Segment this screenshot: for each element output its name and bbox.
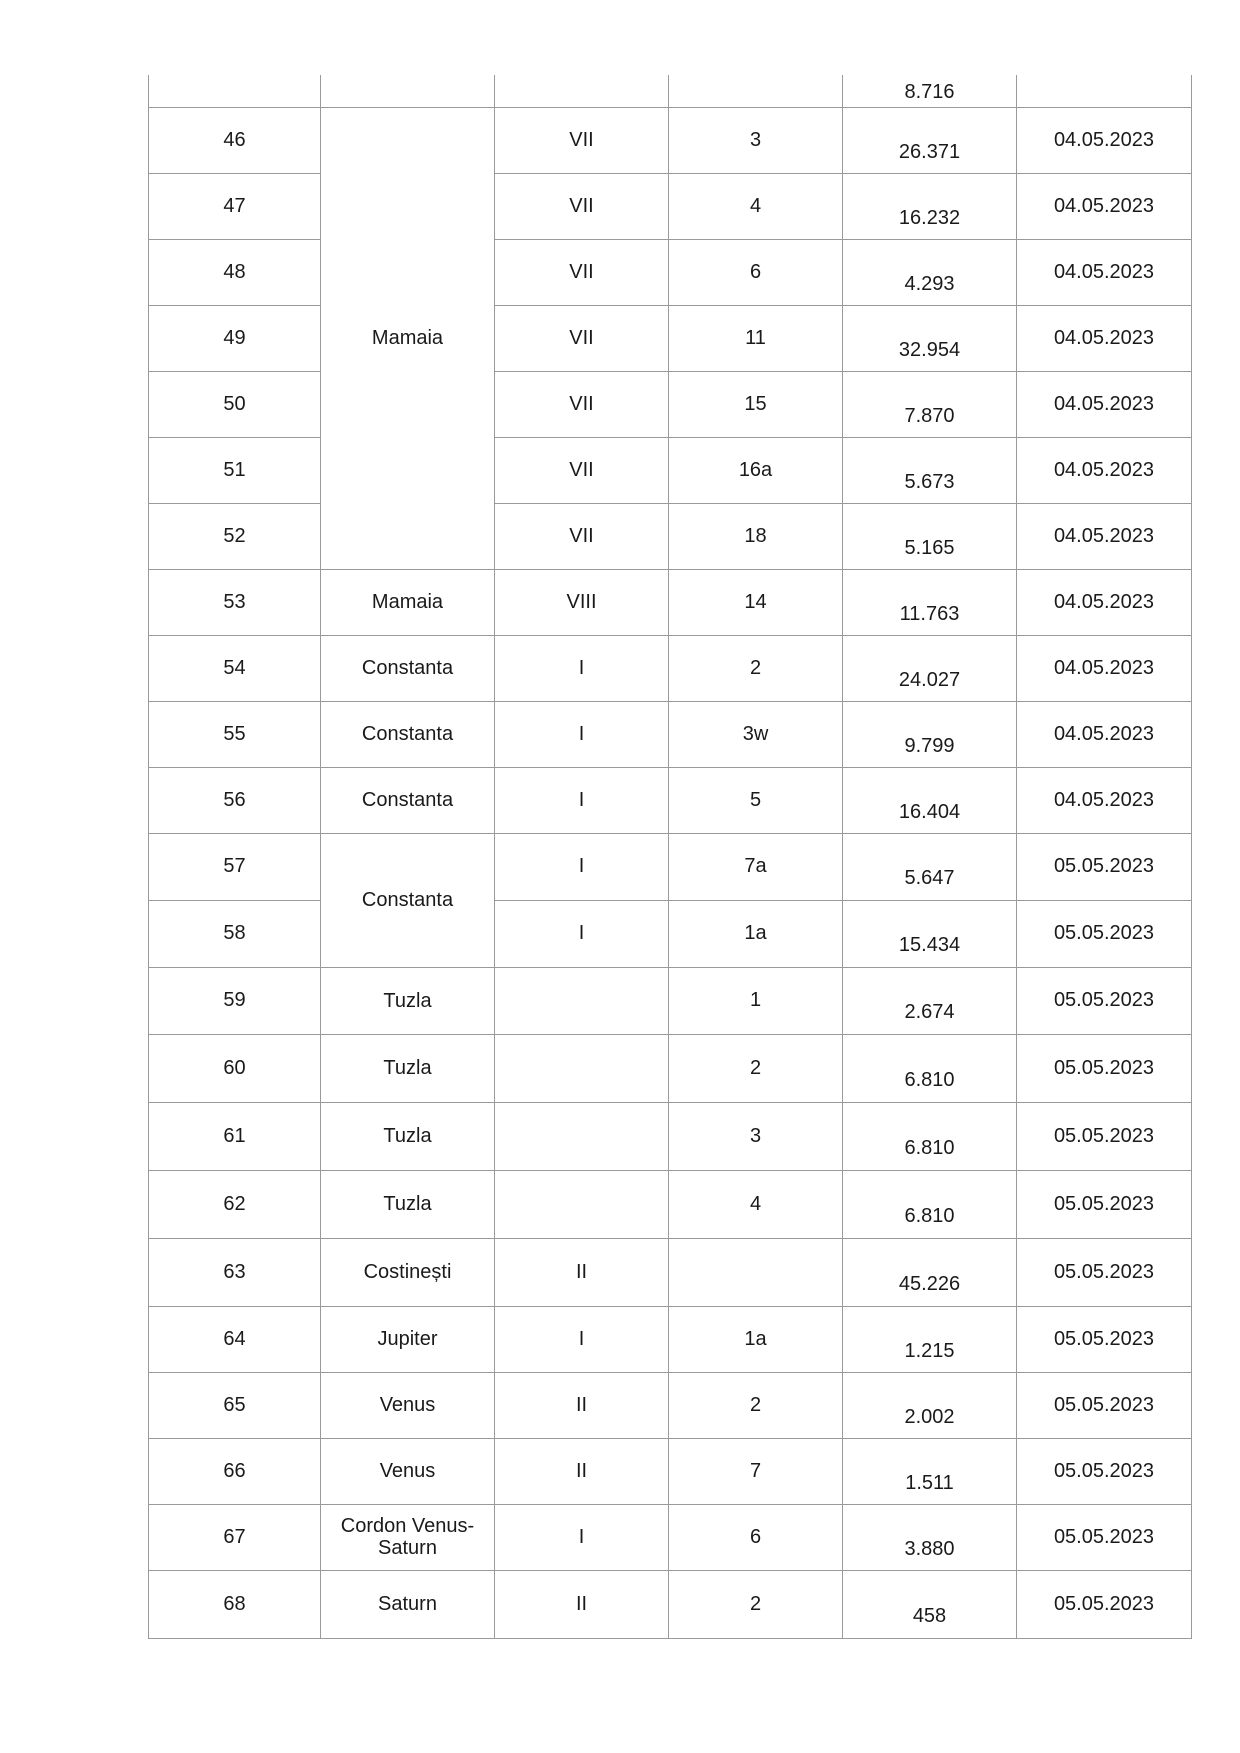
cell-lot-value: 6 xyxy=(749,260,762,283)
cell-date xyxy=(1017,1238,1192,1306)
cell-lot xyxy=(669,305,843,371)
cell-area-value: 4.293 xyxy=(904,272,955,295)
cell-sector xyxy=(495,635,669,701)
cell-date xyxy=(1017,305,1192,371)
cell-lot-value: 3w xyxy=(742,722,769,745)
table-row xyxy=(149,107,1192,173)
cell-date-value: 05.05.2023 xyxy=(1053,1393,1155,1416)
cell-loc xyxy=(321,833,495,967)
table-row xyxy=(149,1102,1192,1170)
cell-date-value: 04.05.2023 xyxy=(1053,326,1155,349)
cell-nr-value: 54 xyxy=(223,656,246,679)
cell-area-value: 5.165 xyxy=(904,536,955,559)
cell-area-value: 458 xyxy=(912,1604,947,1627)
table-row xyxy=(149,305,1192,371)
cell-sector xyxy=(495,1034,669,1102)
cell-area xyxy=(843,1438,1017,1504)
cell-nr xyxy=(149,967,321,1034)
cell-loc-value: Constanta xyxy=(361,789,454,811)
cell-nr-value: 66 xyxy=(223,1459,246,1482)
cell-loc xyxy=(321,569,495,635)
cell-nr-value: 52 xyxy=(223,524,246,547)
cell-nr xyxy=(149,1102,321,1170)
cell-nr xyxy=(149,1570,321,1638)
cell-sector xyxy=(495,1306,669,1372)
cell-nr xyxy=(149,1504,321,1570)
cell-date xyxy=(1017,1170,1192,1238)
cell-date-value: 04.05.2023 xyxy=(1053,722,1155,745)
cell-lot-value: 1a xyxy=(744,1327,767,1350)
cell-sector xyxy=(495,701,669,767)
cell-date xyxy=(1017,1306,1192,1372)
cell-lot xyxy=(669,371,843,437)
cell-sector xyxy=(495,833,669,900)
cell-area-value: 5.673 xyxy=(904,470,955,493)
cell-lot-value: 3 xyxy=(749,128,762,151)
cell-date-value: 04.05.2023 xyxy=(1053,590,1155,613)
table-row xyxy=(149,371,1192,437)
cell-sector-value: I xyxy=(578,1525,585,1548)
cell-sector-value: II xyxy=(575,1393,588,1416)
cell-date-value: 04.05.2023 xyxy=(1053,260,1155,283)
cell-loc-value: Mamaia xyxy=(371,591,444,613)
cell-date xyxy=(1017,701,1192,767)
table-row xyxy=(149,1438,1192,1504)
cell-sector xyxy=(495,1170,669,1238)
cell-loc-value: Tuzla xyxy=(383,989,432,1012)
cell-sector xyxy=(495,239,669,305)
allocation-table xyxy=(148,75,1192,1639)
cell-date xyxy=(1017,1102,1192,1170)
cell-lot-value: 11 xyxy=(745,326,766,349)
cell-area xyxy=(843,371,1017,437)
cell-nr-value: 53 xyxy=(223,590,246,613)
table-row xyxy=(149,173,1192,239)
cell-area-value: 16.404 xyxy=(898,800,961,823)
cell-area xyxy=(843,1102,1017,1170)
cell-loc xyxy=(321,1570,495,1638)
cell-date-value: 05.05.2023 xyxy=(1053,922,1155,944)
cell-nr-value: 67 xyxy=(223,1525,246,1548)
cell-nr xyxy=(149,767,321,833)
cell-sector xyxy=(495,503,669,569)
cell-loc-value: Saturn xyxy=(378,1593,437,1615)
cell-lot xyxy=(669,1372,843,1438)
cell-sector-value: VII xyxy=(569,458,594,481)
cell-date-value: 04.05.2023 xyxy=(1053,458,1155,481)
table-row xyxy=(149,239,1192,305)
cell-date-value: 05.05.2023 xyxy=(1053,989,1155,1011)
cell-nr-value: 60 xyxy=(223,1056,246,1079)
cell-loc-value: Mamaia xyxy=(371,327,444,349)
cell-sector-value: II xyxy=(575,1260,588,1283)
cell-lot xyxy=(669,1306,843,1372)
cell-date-value: 05.05.2023 xyxy=(1053,855,1155,877)
cell-nr-value: 57 xyxy=(223,855,246,877)
cell-area-value: 1.511 xyxy=(905,1471,954,1494)
cell-lot-value: 2 xyxy=(749,1393,762,1416)
cell-date xyxy=(1017,1438,1192,1504)
cell-sector xyxy=(495,75,669,107)
cell-area xyxy=(843,635,1017,701)
cell-lot xyxy=(669,1238,843,1306)
cell-sector-value: VII xyxy=(569,260,594,283)
table-row xyxy=(149,767,1192,833)
cell-loc-value: Venus xyxy=(379,1460,436,1482)
table-row xyxy=(149,635,1192,701)
cell-date-value: 05.05.2023 xyxy=(1053,1459,1155,1482)
cell-nr-value: 65 xyxy=(223,1393,246,1416)
table-row xyxy=(149,833,1192,900)
cell-loc-value: Constanta xyxy=(361,723,454,745)
table-row xyxy=(149,75,1192,107)
cell-nr-value: 46 xyxy=(223,128,246,151)
table-row xyxy=(149,569,1192,635)
cell-date xyxy=(1017,900,1192,967)
table-row xyxy=(149,1372,1192,1438)
cell-date-value: 05.05.2023 xyxy=(1053,1260,1155,1283)
cell-date xyxy=(1017,569,1192,635)
cell-sector-value: VII xyxy=(569,194,594,217)
cell-area xyxy=(843,701,1017,767)
cell-loc xyxy=(321,1438,495,1504)
cell-area xyxy=(843,437,1017,503)
cell-sector xyxy=(495,1238,669,1306)
cell-nr-value: 51 xyxy=(223,458,246,481)
cell-loc-value: Constanta xyxy=(361,889,454,911)
cell-sector xyxy=(495,305,669,371)
cell-date xyxy=(1017,503,1192,569)
cell-lot-value: 7 xyxy=(749,1459,762,1482)
cell-sector-value: I xyxy=(578,922,585,944)
cell-sector-value: I xyxy=(578,1327,585,1350)
cell-area xyxy=(843,1170,1017,1238)
cell-lot xyxy=(669,1170,843,1238)
cell-area-value: 24.027 xyxy=(898,668,961,691)
cell-lot xyxy=(669,239,843,305)
cell-date xyxy=(1017,75,1192,107)
table-row xyxy=(149,503,1192,569)
cell-sector-value: VII xyxy=(569,128,594,151)
cell-sector xyxy=(495,1504,669,1570)
cell-loc xyxy=(321,1372,495,1438)
cell-area xyxy=(843,1306,1017,1372)
cell-loc xyxy=(321,767,495,833)
cell-nr xyxy=(149,635,321,701)
cell-sector xyxy=(495,569,669,635)
cell-loc xyxy=(321,1102,495,1170)
cell-lot-value: 18 xyxy=(744,524,767,547)
cell-lot-value: 4 xyxy=(749,194,762,217)
table-body xyxy=(149,75,1192,1638)
table-row xyxy=(149,1570,1192,1638)
cell-area-value: 2.674 xyxy=(904,1001,955,1023)
cell-sector xyxy=(495,767,669,833)
cell-date xyxy=(1017,1570,1192,1638)
cell-sector xyxy=(495,1438,669,1504)
table-row xyxy=(149,437,1192,503)
cell-sector xyxy=(495,1570,669,1638)
cell-loc xyxy=(321,635,495,701)
cell-lot-value: 1 xyxy=(749,989,762,1011)
cell-area xyxy=(843,173,1017,239)
cell-date-value: 04.05.2023 xyxy=(1053,194,1155,217)
cell-lot-value: 1a xyxy=(744,922,767,944)
cell-nr xyxy=(149,1372,321,1438)
cell-area-value: 1.215 xyxy=(904,1339,955,1362)
cell-loc-value: Venus xyxy=(379,1394,436,1416)
cell-loc xyxy=(321,1170,495,1238)
cell-lot xyxy=(669,437,843,503)
cell-nr xyxy=(149,1034,321,1102)
cell-date-value: 05.05.2023 xyxy=(1053,1592,1155,1615)
cell-area xyxy=(843,503,1017,569)
cell-lot xyxy=(669,1438,843,1504)
cell-sector xyxy=(495,1102,669,1170)
cell-area-value: 6.810 xyxy=(904,1204,955,1227)
cell-nr xyxy=(149,1306,321,1372)
cell-area-value: 6.810 xyxy=(904,1136,955,1159)
cell-loc-value: Jupiter xyxy=(377,1328,438,1350)
cell-loc xyxy=(321,1034,495,1102)
cell-sector xyxy=(495,371,669,437)
cell-date-value: 04.05.2023 xyxy=(1053,656,1155,679)
cell-nr xyxy=(149,173,321,239)
cell-nr xyxy=(149,437,321,503)
cell-nr-value: 47 xyxy=(223,194,246,217)
cell-lot xyxy=(669,503,843,569)
cell-date xyxy=(1017,767,1192,833)
cell-sector-value: I xyxy=(578,656,585,679)
cell-date xyxy=(1017,371,1192,437)
cell-lot xyxy=(669,900,843,967)
cell-date xyxy=(1017,967,1192,1034)
cell-sector xyxy=(495,107,669,173)
cell-nr-value: 59 xyxy=(223,989,246,1011)
cell-loc xyxy=(321,1504,495,1570)
cell-lot xyxy=(669,75,843,107)
cell-lot-value: 2 xyxy=(749,656,762,679)
cell-lot xyxy=(669,833,843,900)
cell-loc-value: Cordon Venus-Saturn xyxy=(340,1515,475,1559)
cell-date-value: 05.05.2023 xyxy=(1053,1192,1155,1215)
cell-area-value: 5.647 xyxy=(904,867,955,889)
table-row xyxy=(149,1306,1192,1372)
cell-lot-value: 7a xyxy=(744,855,767,877)
cell-nr xyxy=(149,239,321,305)
cell-loc xyxy=(321,1238,495,1306)
cell-area-value: 45.226 xyxy=(898,1272,961,1295)
cell-loc xyxy=(321,75,495,107)
cell-area xyxy=(843,1504,1017,1570)
cell-nr xyxy=(149,900,321,967)
cell-area-value: 3.880 xyxy=(904,1537,955,1560)
cell-date xyxy=(1017,833,1192,900)
cell-area-value: 8.716 xyxy=(904,81,955,104)
cell-date-value: 05.05.2023 xyxy=(1053,1056,1155,1079)
cell-sector xyxy=(495,900,669,967)
cell-sector-value: VII xyxy=(569,326,594,349)
cell-lot-value: 16a xyxy=(738,458,773,481)
cell-loc-value: Costinești xyxy=(363,1261,452,1283)
cell-nr xyxy=(149,305,321,371)
cell-date-value: 04.05.2023 xyxy=(1053,524,1155,547)
cell-area-value: 2.002 xyxy=(904,1405,955,1428)
cell-date-value: 04.05.2023 xyxy=(1053,128,1155,151)
cell-area xyxy=(843,239,1017,305)
cell-date xyxy=(1017,1034,1192,1102)
cell-area xyxy=(843,1238,1017,1306)
cell-date xyxy=(1017,239,1192,305)
cell-sector-value: I xyxy=(578,722,585,745)
cell-nr xyxy=(149,1438,321,1504)
cell-loc-value: Constanta xyxy=(361,657,454,679)
table-row xyxy=(149,900,1192,967)
cell-sector-value: II xyxy=(575,1459,588,1482)
cell-date-value: 04.05.2023 xyxy=(1053,788,1155,811)
cell-sector-value: I xyxy=(578,855,585,877)
cell-sector xyxy=(495,437,669,503)
cell-nr xyxy=(149,107,321,173)
cell-lot xyxy=(669,1504,843,1570)
cell-lot xyxy=(669,967,843,1034)
table-row xyxy=(149,1504,1192,1570)
cell-loc xyxy=(321,107,495,569)
table-row xyxy=(149,1238,1192,1306)
cell-nr-value: 55 xyxy=(223,722,246,745)
cell-area xyxy=(843,1570,1017,1638)
cell-area xyxy=(843,75,1017,107)
cell-lot-value: 2 xyxy=(749,1592,762,1615)
cell-date-value: 05.05.2023 xyxy=(1053,1124,1155,1147)
cell-lot-value: 4 xyxy=(749,1192,762,1215)
cell-sector-value: I xyxy=(578,788,585,811)
cell-loc-value: Tuzla xyxy=(383,1057,432,1079)
cell-date-value: 05.05.2023 xyxy=(1053,1327,1155,1350)
cell-sector-value: II xyxy=(575,1592,588,1615)
cell-nr xyxy=(149,371,321,437)
cell-nr-value: 63 xyxy=(223,1260,246,1283)
cell-lot xyxy=(669,107,843,173)
cell-nr-value: 56 xyxy=(223,788,246,811)
cell-area-value: 11.763 xyxy=(899,602,960,625)
cell-nr-value: 50 xyxy=(223,392,246,415)
cell-area xyxy=(843,767,1017,833)
cell-loc-value: Tuzla xyxy=(383,1193,432,1215)
cell-lot-value: 15 xyxy=(744,392,767,415)
table-row xyxy=(149,1170,1192,1238)
cell-nr-value: 49 xyxy=(223,326,246,349)
cell-lot xyxy=(669,767,843,833)
cell-lot xyxy=(669,1102,843,1170)
cell-nr-value: 64 xyxy=(223,1327,246,1350)
cell-nr xyxy=(149,1238,321,1306)
cell-sector-value: VIII xyxy=(566,590,597,613)
cell-nr xyxy=(149,75,321,107)
cell-area xyxy=(843,1034,1017,1102)
cell-area xyxy=(843,900,1017,967)
cell-area-value: 6.810 xyxy=(904,1068,955,1091)
cell-date-value: 05.05.2023 xyxy=(1053,1525,1155,1548)
cell-loc xyxy=(321,967,495,1034)
cell-area xyxy=(843,305,1017,371)
cell-area-value: 32.954 xyxy=(898,338,961,361)
cell-area xyxy=(843,833,1017,900)
cell-lot-value: 14 xyxy=(744,590,767,613)
cell-sector xyxy=(495,173,669,239)
cell-lot xyxy=(669,173,843,239)
table-row xyxy=(149,1034,1192,1102)
cell-date xyxy=(1017,1372,1192,1438)
cell-nr-value: 68 xyxy=(223,1592,246,1615)
cell-area-value: 16.232 xyxy=(898,206,961,229)
cell-loc-value: Tuzla xyxy=(383,1125,432,1147)
cell-lot xyxy=(669,1570,843,1638)
cell-area-value: 7.870 xyxy=(904,404,955,427)
cell-area-value: 26.371 xyxy=(898,140,961,163)
cell-nr xyxy=(149,701,321,767)
cell-area xyxy=(843,967,1017,1034)
cell-lot xyxy=(669,701,843,767)
cell-nr xyxy=(149,503,321,569)
cell-sector xyxy=(495,1372,669,1438)
cell-lot xyxy=(669,1034,843,1102)
cell-nr-value: 58 xyxy=(223,922,246,944)
cell-area xyxy=(843,107,1017,173)
cell-date xyxy=(1017,173,1192,239)
cell-lot-value: 5 xyxy=(749,788,762,811)
cell-lot-value: 2 xyxy=(749,1056,762,1079)
cell-area-value: 15.434 xyxy=(898,934,961,956)
cell-nr-value: 61 xyxy=(223,1124,246,1147)
cell-area-value: 9.799 xyxy=(904,734,955,757)
cell-area xyxy=(843,1372,1017,1438)
cell-loc xyxy=(321,1306,495,1372)
cell-date xyxy=(1017,437,1192,503)
table-row xyxy=(149,701,1192,767)
cell-nr xyxy=(149,569,321,635)
table-row xyxy=(149,967,1192,1034)
cell-date xyxy=(1017,107,1192,173)
cell-lot-value: 6 xyxy=(749,1525,762,1548)
cell-nr-value: 48 xyxy=(223,260,246,283)
cell-date-value: 04.05.2023 xyxy=(1053,392,1155,415)
cell-nr-value: 62 xyxy=(223,1192,246,1215)
cell-area xyxy=(843,569,1017,635)
cell-date xyxy=(1017,635,1192,701)
cell-sector-value: VII xyxy=(569,524,594,547)
cell-sector-value: VII xyxy=(569,392,594,415)
cell-loc xyxy=(321,701,495,767)
cell-lot xyxy=(669,635,843,701)
cell-nr xyxy=(149,833,321,900)
cell-lot-value: 3 xyxy=(749,1124,762,1147)
cell-sector xyxy=(495,967,669,1034)
cell-date xyxy=(1017,1504,1192,1570)
cell-nr xyxy=(149,1170,321,1238)
cell-lot xyxy=(669,569,843,635)
